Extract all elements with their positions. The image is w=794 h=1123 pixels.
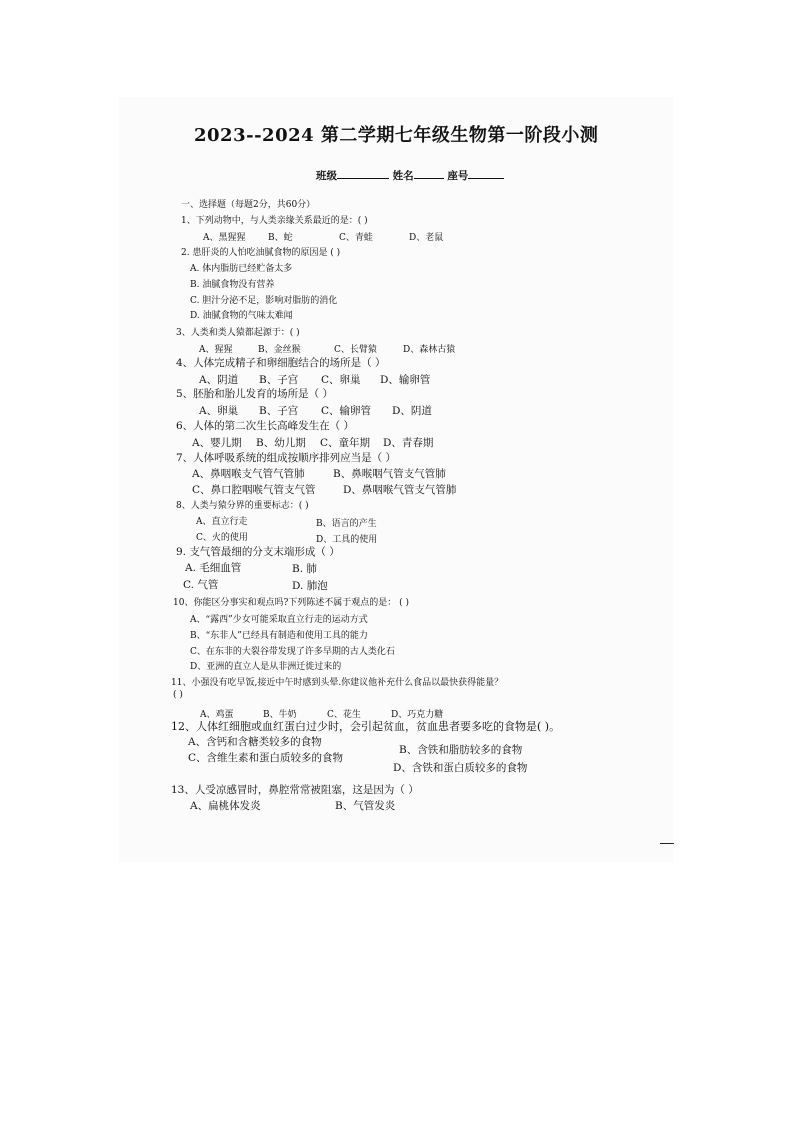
option: D. 油腻食物的气味太难闻 [190, 311, 293, 321]
option: D、含铁和蛋白质较多的食物 [393, 762, 528, 774]
option: C、输卵管 [321, 405, 372, 417]
option: A. 毛细血管 [185, 562, 242, 574]
option: A. 体内脂肪已经贮备太多 [190, 264, 293, 274]
option: D、老鼠 [409, 233, 444, 243]
class-label: 班级 [316, 170, 337, 182]
option: D、森林古猿 [403, 345, 456, 355]
option: C、鼻口腔咽喉气管支气管 [192, 484, 316, 496]
question-stem: 4、人体完成精子和卵细胞结合的场所是（ ） [176, 357, 386, 369]
option: B、蛇 [268, 233, 293, 243]
class-blank [337, 169, 389, 179]
option: D、巧克力糖 [391, 710, 444, 720]
question-stem: 2. 患肝炎的人怕吃油腻食物的原因是 ( ) [181, 248, 341, 258]
student-info-line [316, 168, 504, 183]
option: B、幼儿期 [256, 437, 306, 449]
question-stem: 7、人体呼吸系统的组成按顺序排列应当是（ ） [176, 452, 397, 464]
option: D、亚洲的直立人是从非洲迁徙过来的 [190, 662, 342, 672]
option: B、“东非人”已经具有制造和使用工具的能力 [190, 631, 368, 641]
question-stem: 12、人体红细胞或血红蛋白过少时，会引起贫血，贫血患者要多吃的食物是( )。 [171, 720, 561, 733]
option: B、气管发炎 [335, 800, 396, 812]
option: C、卵巢 [321, 374, 361, 386]
seat-blank [468, 169, 504, 179]
question-stem: 9. 支气管最细的分支末端形成（ ） [176, 546, 340, 558]
option: D. 肺泡 [292, 580, 328, 592]
option: B、牛奶 [263, 710, 297, 720]
option: B、含铁和脂肪较多的食物 [399, 744, 523, 756]
page-title: 2023--2024 第二学期七年级生物第一阶段小测 [194, 125, 599, 146]
option: B、金丝猴 [258, 345, 301, 355]
option: B. 肺 [292, 563, 317, 575]
option: C. 胆汁分泌不足，影响对脂肪的消化 [190, 296, 338, 306]
option: D、输卵管 [380, 374, 431, 386]
option: A、扁桃体发炎 [190, 800, 261, 812]
option: A、婴儿期 [192, 437, 242, 449]
question-stem: 5、胚胎和胎儿发育的场所是（ ） [176, 388, 334, 400]
option: C、长臂猿 [334, 345, 377, 355]
option: C、在东非的大裂谷带发现了许多早期的古人类化石 [190, 647, 395, 657]
scan-edge-mark [660, 843, 674, 844]
option: B、子宫 [259, 374, 299, 386]
question-stem: 6、人体的第二次生长高峰发生在（ ） [176, 420, 355, 432]
question-stem: 8、人类与猿分界的重要标志：( ) [176, 501, 309, 511]
option: B. 油腻食物没有营养 [190, 280, 275, 290]
option: A、猩猩 [199, 345, 233, 355]
option: A、鼻咽喉支气管气管肺 [192, 468, 305, 480]
option: A、卵巢 [199, 405, 239, 417]
question-stem: 3、人类和类人猿都起源于：( ) [176, 328, 300, 338]
option: A、阴道 [199, 374, 239, 386]
option: A、含钙和含糖类较多的食物 [188, 736, 322, 748]
option: B、语言的产生 [316, 519, 377, 529]
seat-label: 座号 [447, 170, 469, 182]
answer-bracket: ( ) [173, 690, 183, 700]
name-label: 姓名 [392, 170, 414, 182]
option: A、鸡蛋 [200, 710, 234, 720]
option: A、“露西”少女可能采取直立行走的运动方式 [190, 615, 368, 625]
question-stem: 11、小强没有吃早饭,接近中午时感到头晕.你建议他补充什么食品以最快获得能量？ [171, 678, 504, 688]
option: D、鼻咽喉气管支气管肺 [343, 484, 457, 496]
option: C、青蛙 [339, 233, 373, 243]
option: C、花生 [327, 710, 361, 720]
option: C、火的使用 [196, 533, 248, 543]
option: A、直立行走 [196, 517, 248, 527]
option: D、青春期 [383, 437, 434, 449]
name-blank [414, 169, 444, 179]
option: A、黑猩猩 [203, 233, 246, 243]
option: C、含维生素和蛋白质较多的食物 [188, 752, 344, 764]
option: C. 气管 [183, 579, 219, 591]
question-stem: 10、你能区分事实和观点吗?下列陈述不属于观点的是： ( ) [173, 598, 410, 608]
option: D、阴道 [392, 405, 432, 417]
option: B、子宫 [259, 405, 299, 417]
question-stem: 1、下列动物中，与人类亲缘关系最近的是：( ) [181, 216, 368, 226]
section-heading: 一、选择题（每题2分，共60分） [181, 200, 316, 210]
option: C、童年期 [320, 437, 371, 449]
question-stem: 13、人受凉感冒时，鼻腔常常被阻塞，这是因为（ ） [171, 784, 419, 796]
option: D、工具的使用 [316, 535, 378, 545]
option: B、鼻喉咽气管支气管肺 [333, 468, 446, 480]
